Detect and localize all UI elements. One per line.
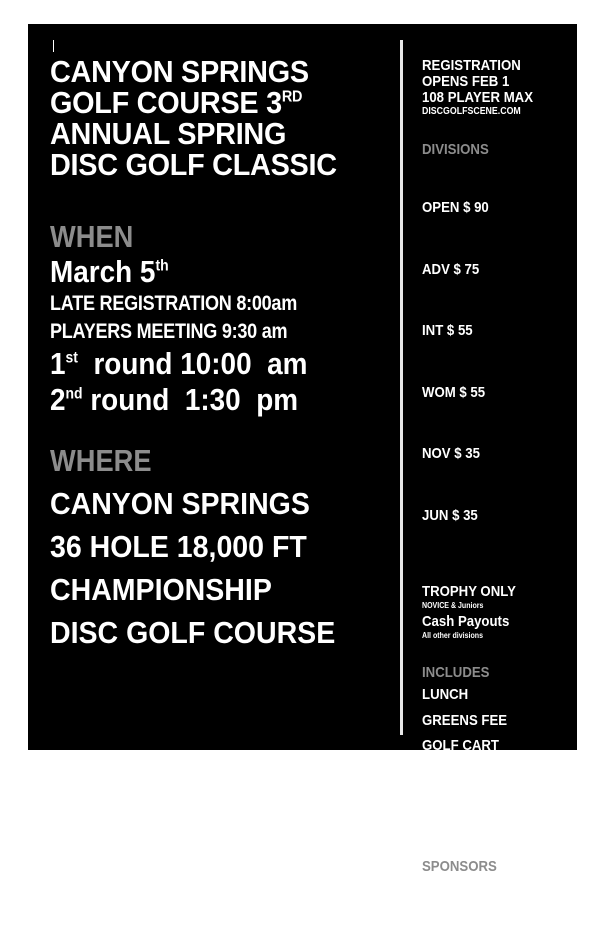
sponsor-item: Canyon Springs [422,876,554,902]
includes-item: GOLF CART [422,733,554,759]
title-line-2-text: GOLF COURSE 3 [50,85,282,120]
main-column [50,56,395,654]
includes-item: LUNCH [422,682,554,708]
registration-line-2: OPENS FEB 1 [422,74,554,90]
sponsors-heading: SPONSORS [422,857,554,876]
divisions-list [422,159,554,564]
column-divider [400,40,403,735]
includes-item: GREENS FEE [422,708,554,734]
round-2-sup: nd [66,386,83,403]
title-line-4: DISC GOLF CLASSIC [50,149,371,180]
cash-payouts-note: All other divisions [422,630,554,641]
sidebar [422,58,554,927]
registration-line-3: 108 PLAYER MAX [422,90,554,106]
round-1-num: 1 [50,346,66,381]
includes-heading: INCLUDES [422,663,554,682]
includes-item: upper divisions. [422,810,554,836]
division-item: WOM $ 55 [422,380,554,406]
includes-item: Of the field in [422,784,554,810]
cash-payouts-label: Cash Payouts [422,614,554,630]
title-line-2-sup: RD [282,89,302,106]
sponsors-list [422,876,554,927]
registration-block [422,58,554,118]
text-cursor [53,40,54,52]
when-heading: WHEN [50,220,354,254]
round-2 [50,382,361,418]
round-2-text: round 1:30 pm [83,382,298,417]
event-date-text: March 5 [50,254,155,289]
sponsor-item: DGDC & SIC [422,902,554,927]
round-1-sup: st [66,350,78,367]
where-line-4: DISC GOLF COURSE [50,611,367,654]
title-line-2 [50,87,371,118]
round-1-text: round 10:00 am [78,346,307,381]
trophy-only-note: NOVICE & Juniors [422,600,554,611]
includes-item: 30% PAYOUT [422,759,554,785]
round-1 [50,346,361,382]
divisions-heading: DIVISIONS [422,140,554,159]
division-item: INT $ 55 [422,318,554,344]
where-heading: WHERE [50,444,354,478]
title-line-1: CANYON SPRINGS [50,56,371,87]
registration-website: DISCGOLFSCENE.COM [422,106,554,118]
title-line-3: ANNUAL SPRING [50,118,371,149]
where-details [50,482,367,654]
event-date-sup: th [155,258,168,275]
division-item: ADV $ 75 [422,257,554,283]
includes-list [422,682,554,835]
where-line-2: 36 HOLE 18,000 FT [50,525,367,568]
where-line-1: CANYON SPRINGS [50,482,367,525]
where-line-3: CHAMPIONSHIP [50,568,367,611]
registration-line-1: REGISTRATION [422,58,554,74]
division-item: OPEN $ 90 [422,195,554,221]
trophy-block [422,584,554,641]
event-date [50,254,361,290]
players-meeting: PLAYERS MEETING 9:30 am [50,318,347,346]
trophy-only-label: TROPHY ONLY [422,584,554,600]
division-item: NOV $ 35 [422,441,554,467]
division-item: JUN $ 35 [422,503,554,529]
late-registration: LATE REGISTRATION 8:00am [50,290,347,318]
event-title [50,56,371,180]
round-2-num: 2 [50,382,66,417]
